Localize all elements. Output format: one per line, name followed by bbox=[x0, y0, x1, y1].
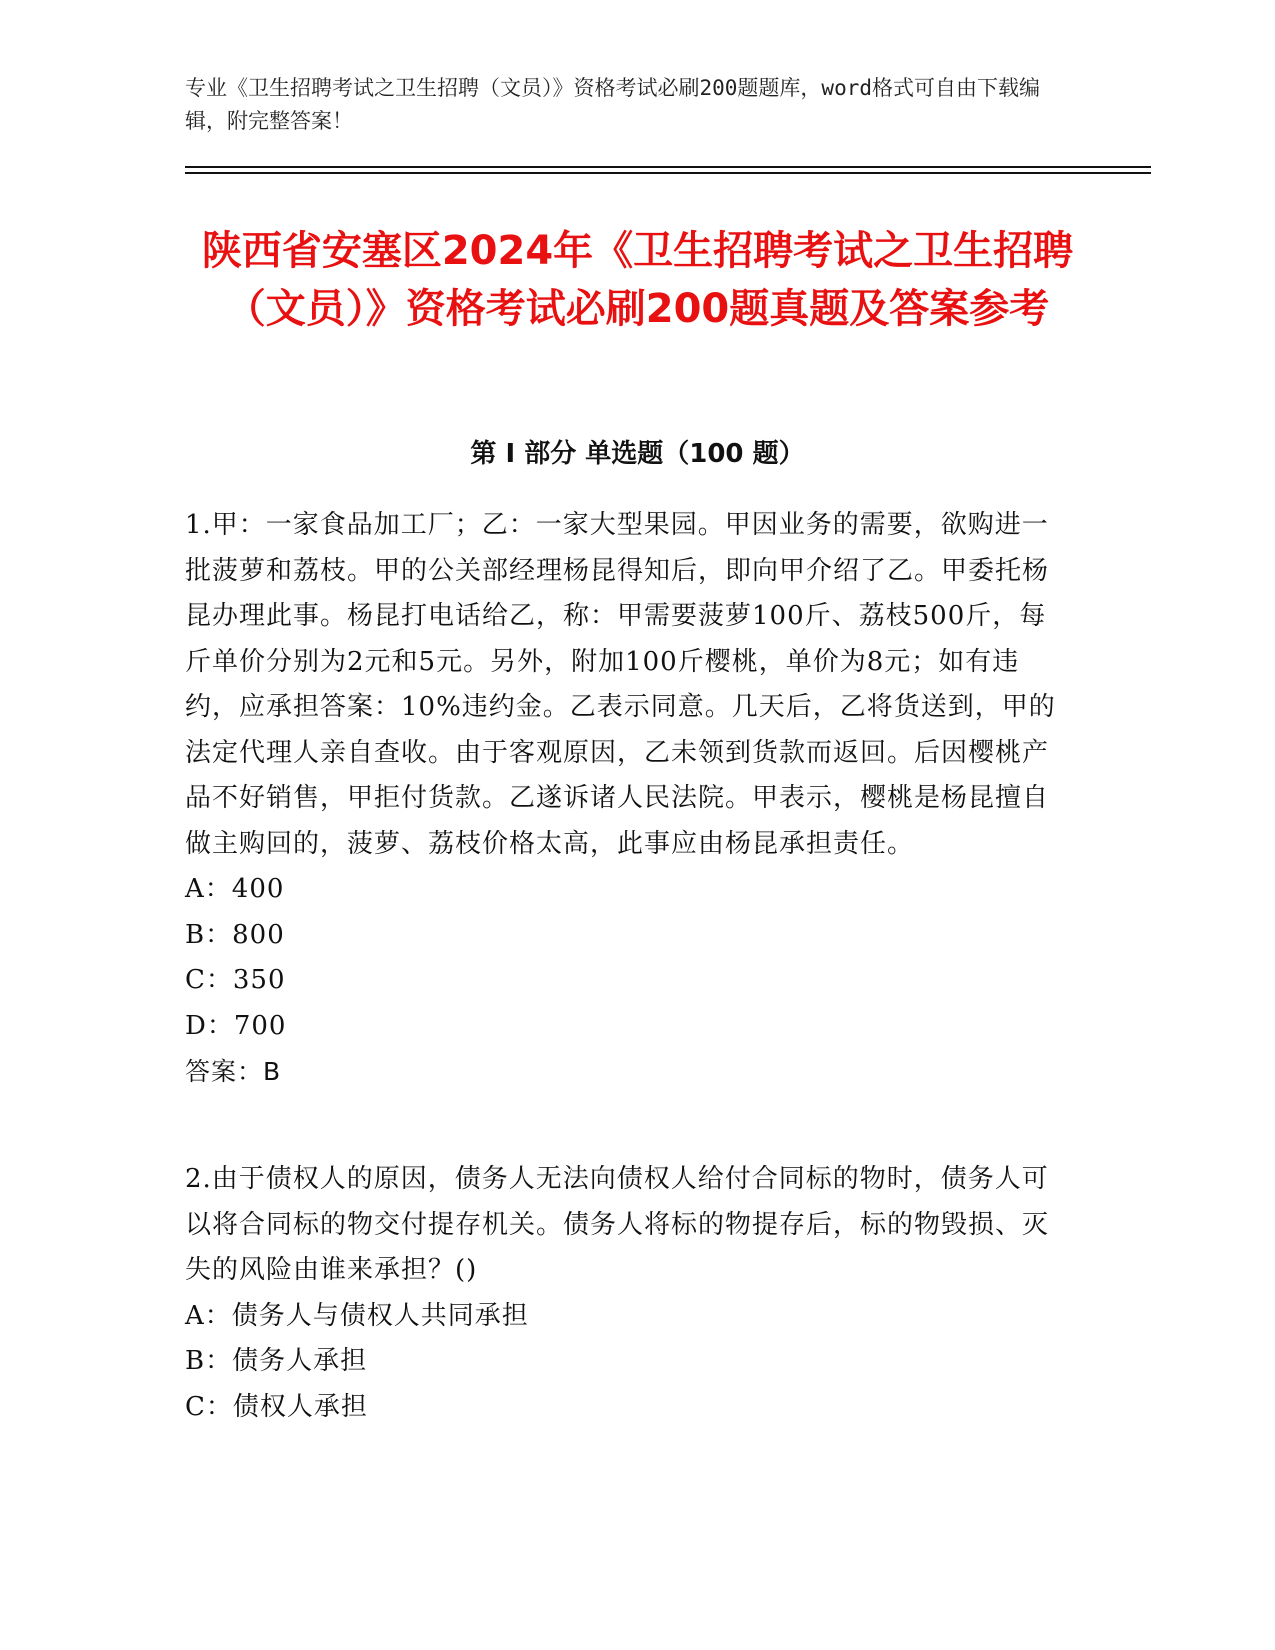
option-a: A：债务人与债权人共同承担 bbox=[185, 1300, 529, 1331]
option-a: A：400 bbox=[185, 874, 285, 904]
option-c: C：债权人承担 bbox=[185, 1391, 368, 1422]
option-d: D：700 bbox=[185, 1010, 287, 1041]
header-rule-thin bbox=[185, 166, 1151, 168]
question-stem: 1.甲：一家食品加工厂；乙：一家大型果园。甲因业务的需要，欲购进一批菠萝和荔枝。甲的公关部经理杨昆得知后，即向甲介绍了乙。甲委托杨昆办理此事。杨昆打电话给乙，称：甲需要菠萝100斤、荔枝500斤，每斤单价分别为2元和5元。另外，附加100斤樱桃，单价为8元；如有违约，应承担答案：10%违约金。乙表示同意。几天后，乙将货送到，甲的法定代理人亲自查收。由于客观原因，乙未领到货款而返回。后因樱桃产品不好销售，甲拒付货款。乙遂诉诸人民法院。甲表示，樱桃是杨昆擅自做主购回的，菠萝、荔枝价格太高，此事应由杨昆承担责任。 bbox=[185, 510, 1056, 859]
answer-line: 答案：B bbox=[185, 1057, 282, 1086]
option-c: C：350 bbox=[185, 965, 286, 995]
question-1 bbox=[185, 503, 1065, 1095]
header-rule-thick bbox=[185, 172, 1151, 174]
section-heading: 第 I 部分 单选题（100 题） bbox=[470, 439, 805, 469]
header-note: 专业《卫生招聘考试之卫生招聘（文员）》资格考试必刷200题题库，word格式可自由下载编辑，附完整答案！ bbox=[185, 76, 1040, 133]
question-2 bbox=[185, 1157, 1065, 1430]
document-title: 陕西省安塞区2024年《卫生招聘考试之卫生招聘（文员）》资格考试必刷200题真题及答案参考 bbox=[201, 228, 1074, 332]
option-b: B：债务人承担 bbox=[185, 1346, 368, 1376]
question-stem: 2.由于债权人的原因，债务人无法向债权人给付合同标的物时，债务人可以将合同标的物交付提存机关。债务人将标的物提存后，标的物毁损、灭失的风险由谁来承担？() bbox=[185, 1164, 1050, 1285]
option-b: B：800 bbox=[185, 919, 285, 950]
